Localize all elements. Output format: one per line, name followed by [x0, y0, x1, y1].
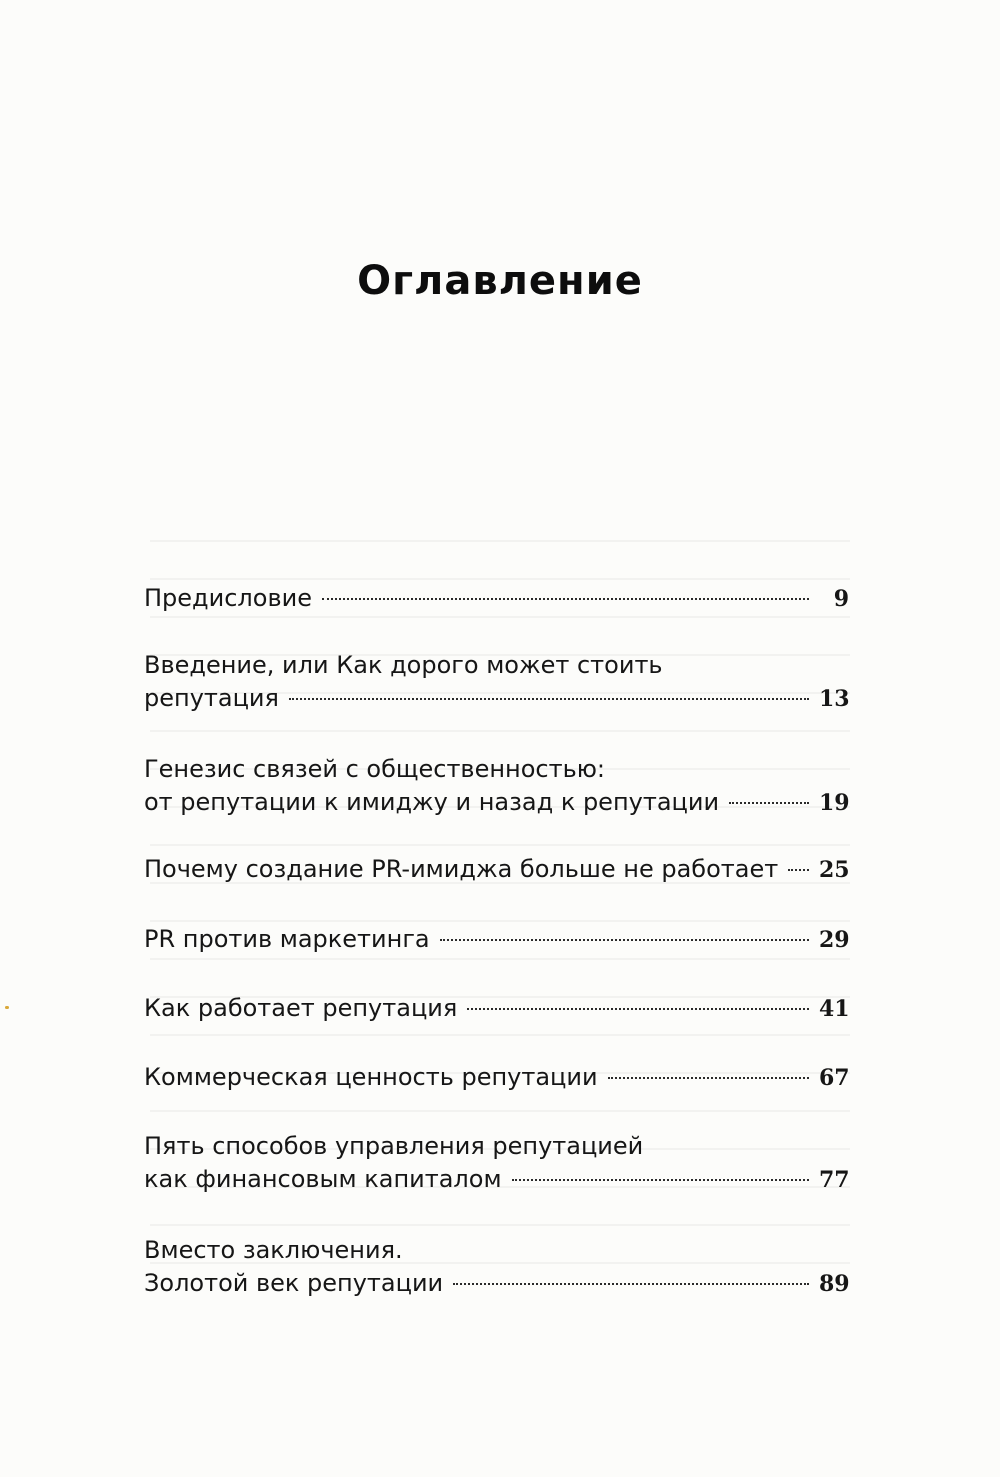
toc-entry-how-reputation-works[interactable]	[144, 992, 849, 1025]
toc-entry-last-line	[144, 582, 849, 615]
toc-entry-preface[interactable]	[144, 582, 849, 615]
toc-entry-title: Почему создание PR-имиджа больше не работает	[144, 855, 779, 883]
toc-page-number: 9	[833, 586, 849, 612]
toc-page-number: 77	[819, 1167, 850, 1193]
dot-leader	[608, 1076, 809, 1079]
page-title: Оглавление	[357, 258, 643, 304]
toc-entry-pr-vs-marketing[interactable]	[144, 923, 849, 956]
dot-leader	[467, 1007, 809, 1010]
toc-entry-conclusion[interactable]	[144, 1234, 849, 1300]
toc-entry-last-line	[144, 992, 849, 1025]
toc-entry-last-line	[144, 853, 849, 886]
toc-page-number: 41	[819, 996, 850, 1022]
toc-entry-pr-image[interactable]	[144, 853, 849, 886]
toc-entry-title-line: Вместо заключения.	[144, 1236, 403, 1264]
toc-entry-title: Предисловие	[144, 584, 312, 612]
toc-entry-genesis[interactable]	[144, 753, 849, 819]
dot-leader	[729, 801, 809, 804]
toc-page-number: 19	[819, 790, 850, 816]
dot-leader	[322, 597, 809, 600]
dot-leader	[440, 938, 809, 941]
toc-entry-title: Как работает репутация	[144, 994, 458, 1022]
toc-entry-last-line	[144, 1163, 849, 1196]
toc-entry-introduction[interactable]	[144, 649, 849, 715]
toc-entry-title: репутация	[144, 684, 279, 712]
toc-entry-last-line	[144, 786, 849, 819]
toc-page-number: 89	[819, 1271, 850, 1297]
paper-speck	[5, 1006, 9, 1009]
toc-entry-title: от репутации к имиджу и назад к репутации	[144, 788, 720, 816]
toc-entry-title: как финансовым капиталом	[144, 1165, 502, 1193]
toc-page-number: 67	[819, 1065, 850, 1091]
toc-entry-title-line: Введение, или Как дорого может стоить	[144, 651, 663, 679]
toc-entry-title: Коммерческая ценность репутации	[144, 1063, 598, 1091]
toc-entry-last-line	[144, 1061, 849, 1094]
toc-page-number: 29	[819, 927, 850, 953]
toc-entry-last-line	[144, 1267, 849, 1300]
toc-entry-five-ways[interactable]	[144, 1130, 849, 1196]
toc-page-number: 13	[819, 686, 850, 712]
toc-entry-commercial-value[interactable]	[144, 1061, 849, 1094]
dot-leader	[788, 868, 809, 871]
toc-entry-last-line	[144, 682, 849, 715]
dot-leader	[289, 697, 809, 700]
dot-leader	[512, 1178, 809, 1181]
toc-entry-title-line: Пять способов управления репутацией	[144, 1132, 644, 1160]
toc-page-number: 25	[819, 857, 850, 883]
toc-entry-last-line	[144, 923, 849, 956]
dot-leader	[453, 1282, 809, 1285]
toc-entry-title: Золотой век репутации	[144, 1269, 444, 1297]
toc-entry-title: PR против маркетинга	[144, 925, 430, 953]
toc-entry-title-line: Генезис связей с общественностью:	[144, 755, 606, 783]
